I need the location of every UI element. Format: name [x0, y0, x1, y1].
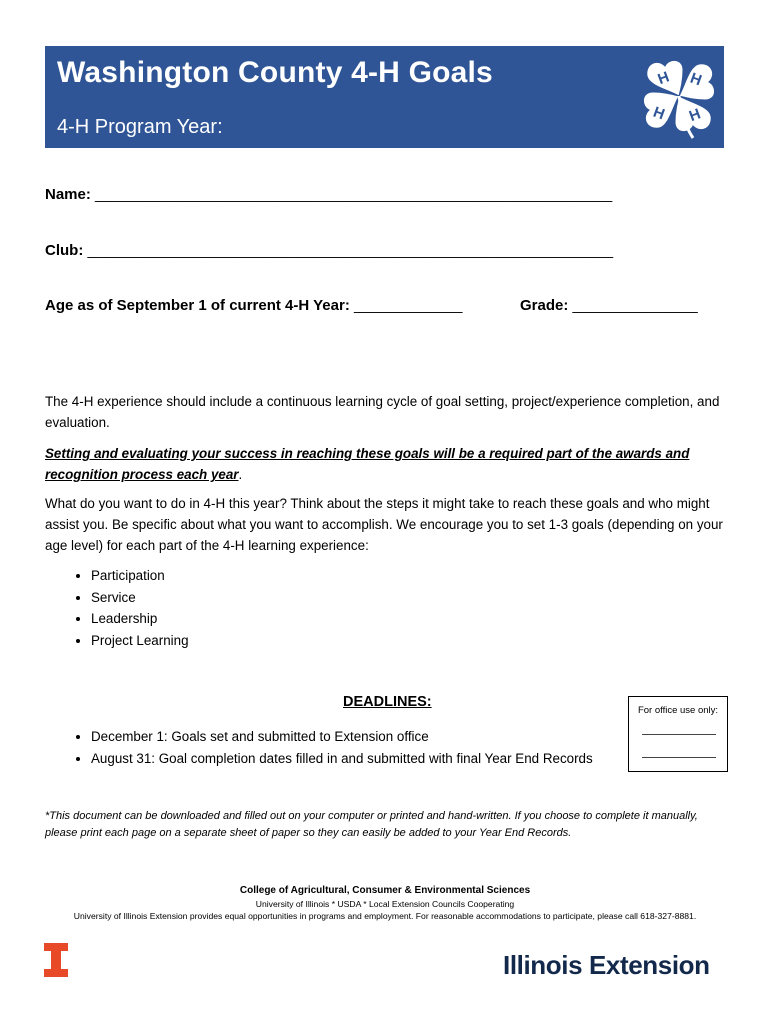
page-title: Washington County 4-H Goals	[57, 56, 493, 89]
4h-clover-icon	[639, 56, 719, 140]
name-blank[interactable]: ______________________________________________________________	[95, 186, 613, 203]
emphasis-paragraph	[45, 443, 725, 485]
download-note: *This document can be downloaded and filled out on your computer or printed and hand-written. If you choose to complete it manually, please print each page on a separate sheet of paper so they can easily be added to your Year End Records.	[45, 810, 698, 839]
list-item: • August 31: Goal completion dates filled in and submitted with final Year End Records	[91, 748, 593, 770]
office-use-label: For office use only:	[637, 705, 719, 716]
question-paragraph: What do you want to do in 4-H this year? Think about the steps it might take to reach these goals and who might assist you. Be specific about what you want to accomplish. We encourage you to set 1-3 goals (depending on your age level) for each part of the 4-H learning experience:	[45, 496, 723, 553]
header-banner	[45, 46, 724, 148]
office-line[interactable]	[642, 757, 716, 758]
svg-text:H: H	[650, 103, 667, 124]
deadlines-heading: DEADLINES:	[343, 694, 432, 710]
name-label: Name:	[45, 186, 91, 203]
office-use-box	[628, 696, 728, 772]
list-item: • Leadership	[91, 608, 189, 630]
block-i-icon	[44, 943, 68, 977]
office-line[interactable]	[642, 734, 716, 735]
emphasis-text: Setting and evaluating your success in reaching these goals will be a required part of the awards and recognition process each year	[45, 446, 690, 482]
deadlines-list	[45, 726, 593, 769]
svg-text:H: H	[687, 69, 704, 90]
learning-areas-list	[45, 565, 189, 651]
list-item: • December 1: Goals set and submitted to Extension office	[91, 726, 593, 748]
age-field[interactable]	[45, 297, 462, 314]
grade-blank[interactable]: _______________	[572, 297, 698, 314]
svg-text:H: H	[655, 68, 672, 89]
svg-text:H: H	[686, 105, 703, 126]
college-name: College of Agricultural, Consumer & Environmental Sciences	[239, 885, 531, 896]
intro-paragraph: The 4-H experience should include a continuous learning cycle of goal setting, project/experience completion, and evaluation.	[45, 394, 720, 430]
club-blank[interactable]: _______________________________________________________________	[87, 242, 614, 259]
list-item: • Project Learning	[91, 630, 189, 652]
age-blank[interactable]: _____________	[354, 297, 463, 314]
list-item: • Service	[91, 587, 189, 609]
club-field[interactable]	[45, 242, 613, 259]
emphasis-end: .	[238, 467, 243, 482]
age-label: Age as of September 1 of current 4-H Year:	[45, 297, 350, 314]
equal-opportunity-line: University of Illinois Extension provides equal opportunities in programs and employment. For reasonable accommodations to participate, please call 618-327-8881.	[73, 911, 697, 921]
list-item: • Participation	[91, 565, 189, 587]
name-field[interactable]	[45, 186, 612, 203]
grade-field[interactable]	[520, 297, 698, 314]
club-label: Club:	[45, 242, 84, 259]
illinois-extension-logo: Illinois Extension	[503, 950, 710, 980]
cooperating-line: University of Illinois * USDA * Local Extension Councils Cooperating	[255, 899, 515, 909]
grade-label: Grade:	[520, 297, 569, 314]
program-year-label: 4-H Program Year:	[57, 116, 223, 138]
